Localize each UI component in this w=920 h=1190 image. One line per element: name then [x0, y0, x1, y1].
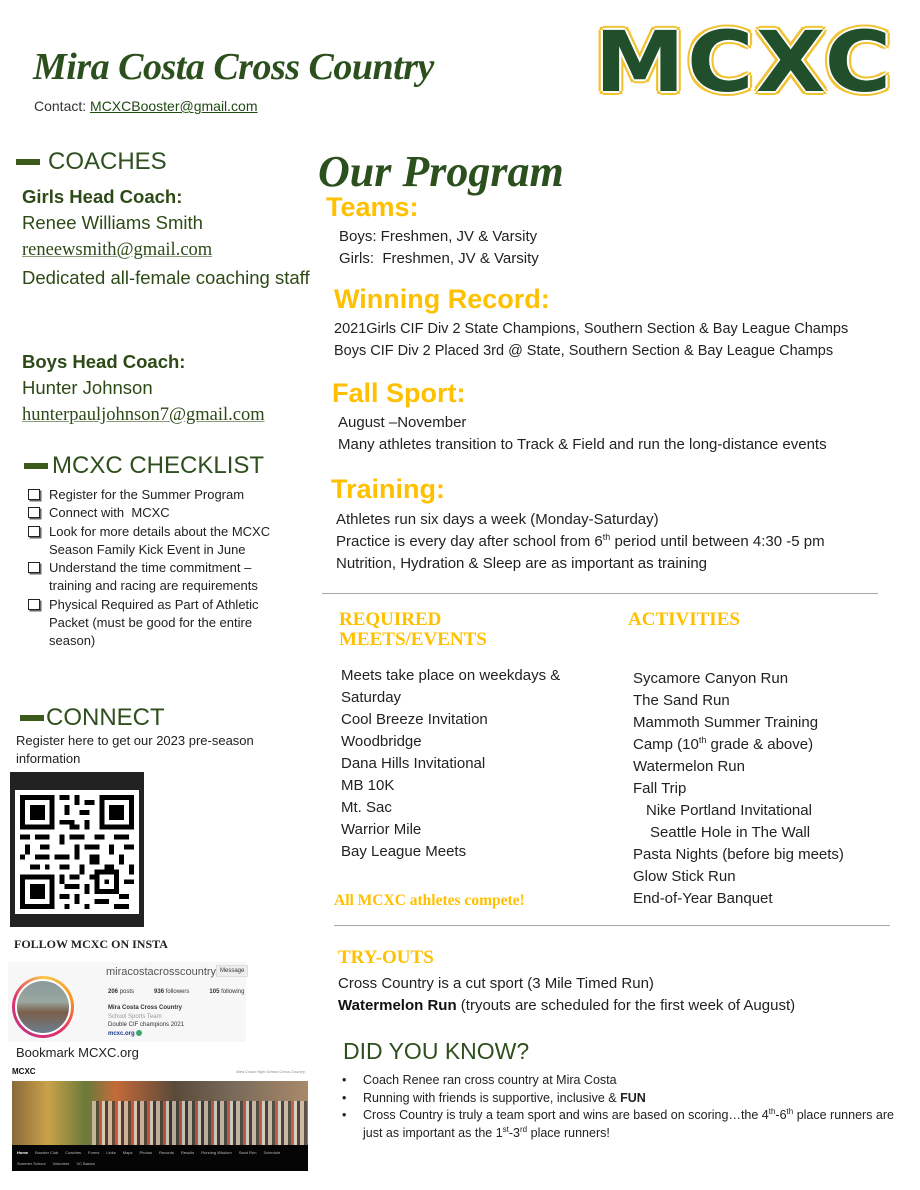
- record-heading: Winning Record:: [334, 284, 550, 314]
- teams-heading: Teams:: [326, 192, 419, 222]
- dash-icon: [16, 159, 40, 165]
- checkbox-icon[interactable]: [28, 489, 40, 500]
- fall-sport-line: Many athletes transition to Track & Field and run the long-distance events: [338, 436, 827, 453]
- list-item: Seattle Hole in The Wall: [650, 824, 811, 841]
- divider: [322, 593, 878, 594]
- page-title: Mira Costa Cross Country: [33, 46, 434, 88]
- boys-coach-email-link[interactable]: hunterpauljohnson7@gmail.com: [22, 405, 265, 425]
- list-item: Nike Portland Invitational: [646, 802, 812, 819]
- connect-heading: [20, 704, 165, 732]
- contact-email-link[interactable]: MCXCBooster@gmail.com: [90, 98, 258, 114]
- teams-body: [339, 226, 539, 270]
- bullet-icon: •: [342, 1108, 347, 1122]
- list-item: • Cross Country is truly a team sport and wins are based on scoring…the 4th-6th place runners are just as important as the 1st-3rd place runners!: [340, 1107, 900, 1142]
- website-nav-item[interactable]: Sand Run: [238, 1150, 257, 1155]
- list-item: Watermelon Run: [633, 758, 745, 775]
- website-nav-item[interactable]: Summer School: [17, 1161, 46, 1166]
- list-item: End-of-Year Banquet: [633, 890, 773, 907]
- bullet-icon: •: [342, 1090, 347, 1105]
- website-nav-item[interactable]: Booster Club: [35, 1150, 59, 1155]
- bullet-icon: •: [342, 1073, 347, 1087]
- checklist-item[interactable]: Look for more details about the MCXC Season Family Kick Event in June: [28, 523, 278, 560]
- list-item: Dana Hills Invitational: [341, 755, 486, 772]
- instagram-avatar: [12, 976, 74, 1038]
- verified-icon: [136, 1030, 142, 1036]
- connect-heading-text: CONNECT: [46, 704, 165, 731]
- list-item: Cool Breeze Invitation: [341, 711, 488, 728]
- qr-code-icon[interactable]: [10, 772, 144, 927]
- list-item: MB 10K: [341, 777, 395, 794]
- did-you-know-list: [340, 1072, 900, 1142]
- list-item: Bay League Meets: [341, 843, 467, 860]
- website-preview[interactable]: [10, 1063, 309, 1173]
- website-logo: MCXC: [12, 1067, 36, 1076]
- fall-sport-line: August –November: [338, 414, 467, 431]
- list-item: Sycamore Canyon Run: [633, 670, 789, 687]
- tryouts-body: [338, 973, 795, 1017]
- boys-coach-block: [22, 349, 322, 428]
- instagram-stats: [108, 989, 244, 995]
- record-body: [334, 318, 848, 362]
- dash-icon: [24, 463, 48, 469]
- checkbox-icon[interactable]: [28, 599, 40, 610]
- list-item: The Sand Run: [633, 692, 730, 709]
- instagram-bio: [108, 1004, 184, 1038]
- website-nav-item[interactable]: Records: [158, 1150, 174, 1155]
- did-you-know-heading: DID YOU KNOW?: [343, 1038, 530, 1064]
- girls-coach-block: [22, 184, 312, 292]
- compete-note: All MCXC athletes compete!: [334, 892, 525, 909]
- list-item: Warrior Mile: [341, 821, 422, 838]
- checklist-heading-text: MCXC CHECKLIST: [52, 452, 265, 479]
- checklist-heading: [24, 452, 264, 480]
- instagram-heading: FOLLOW MCXC ON INSTA: [14, 937, 168, 951]
- record-line: Boys CIF Div 2 Placed 3rd @ State, Southern Section & Bay League Champs: [334, 343, 834, 359]
- fall-sport-body: [338, 412, 827, 456]
- training-line: Nutrition, Hydration & Sleep are as important as training: [336, 555, 708, 572]
- website-nav-item[interactable]: Home: [17, 1150, 29, 1155]
- list-item: Glow Stick Run: [633, 868, 736, 885]
- required-meets-heading: REQUIRED MEETS/EVENTS: [339, 609, 487, 650]
- team-photo: [15, 979, 71, 1035]
- website-nav-item[interactable]: Links: [106, 1150, 116, 1155]
- instagram-username: miracostacrosscountry: [106, 966, 217, 978]
- website-nav-item[interactable]: Maps: [122, 1150, 133, 1155]
- website-nav: [12, 1145, 308, 1171]
- checklist: [28, 486, 278, 651]
- list-item: Camp (10th grade & above): [633, 735, 814, 753]
- list-item: Mt. Sac: [341, 799, 392, 816]
- girls-coach-note: Dedicated all-female coaching staff: [22, 267, 310, 288]
- checklist-item[interactable]: Connect with MCXC: [28, 504, 278, 522]
- girls-coach-email-link[interactable]: reneewsmith@gmail.com: [22, 240, 213, 260]
- girls-coach-name: Renee Williams Smith: [22, 212, 203, 233]
- checklist-item[interactable]: Understand the time commitment – training and racing are requirements: [28, 559, 278, 596]
- list-item: Meets take place on weekdays &: [341, 667, 561, 684]
- website-nav-item[interactable]: Results: [180, 1150, 195, 1155]
- website-nav-item[interactable]: Volunteer: [52, 1161, 70, 1166]
- activities-list: [633, 668, 844, 910]
- tryouts-line: Watermelon Run (tryouts are scheduled for the first week of August): [338, 997, 796, 1014]
- checklist-item[interactable]: Register for the Summer Program: [28, 486, 278, 504]
- checkbox-icon[interactable]: [28, 562, 40, 573]
- checkbox-icon[interactable]: [28, 526, 40, 537]
- coaches-heading: [16, 148, 167, 176]
- boys-coach-label: Boys Head Coach:: [22, 351, 186, 372]
- list-item: Woodbridge: [341, 733, 422, 750]
- list-item: Mammoth Summer Training: [633, 714, 819, 731]
- teams-line: Boys: Freshmen, JV & Varsity: [339, 228, 538, 245]
- website-nav-item[interactable]: Forms: [88, 1150, 100, 1155]
- program-title: Our Program: [318, 147, 564, 196]
- instagram-followers: 936 followers: [154, 989, 190, 995]
- website-nav-item[interactable]: Schedule: [263, 1150, 281, 1155]
- girls-coach-label: Girls Head Coach:: [22, 186, 183, 207]
- training-heading: Training:: [331, 474, 445, 504]
- list-item: Fall Trip: [633, 780, 687, 797]
- contact-line: [34, 98, 258, 114]
- instagram-profile-card[interactable]: [8, 962, 246, 1042]
- checkbox-icon[interactable]: [28, 507, 40, 518]
- teams-line: Girls: Freshmen, JV & Varsity: [339, 250, 539, 267]
- website-hero-photo: [12, 1081, 308, 1145]
- list-item: Saturday: [341, 689, 402, 706]
- instagram-following: 105 following: [209, 989, 245, 995]
- divider: [334, 925, 890, 926]
- mcxc-logo: [594, 13, 894, 111]
- bookmark-text: Bookmark MCXC.org: [16, 1045, 139, 1060]
- website-tagline: Mira Costa High School Cross Country: [236, 1069, 305, 1074]
- tryouts-heading: TRY-OUTS: [338, 947, 434, 968]
- instagram-link[interactable]: mcxc.org: [108, 1030, 135, 1037]
- record-line: 2021Girls CIF Div 2 State Champions, Southern Section & Bay League Champs: [334, 321, 849, 337]
- list-item: • Coach Renee ran cross country at Mira Costa: [340, 1072, 900, 1090]
- instagram-message-button[interactable]: Message: [216, 965, 248, 977]
- training-line: Athletes run six days a week (Monday-Saturday): [336, 511, 659, 528]
- instagram-posts: 206 posts: [108, 989, 135, 995]
- fall-sport-heading: Fall Sport:: [332, 378, 466, 408]
- connect-text: Register here to get our 2023 pre-season information: [16, 733, 254, 766]
- contact-label: Contact:: [34, 98, 87, 114]
- website-nav-item[interactable]: Running Wisdom: [201, 1150, 232, 1155]
- dash-icon: [20, 715, 44, 721]
- checklist-item[interactable]: Physical Required as Part of Athletic Packet (must be good for the entire season): [28, 596, 278, 651]
- list-item: • Running with friends is supportive, inclusive & FUN: [340, 1090, 900, 1108]
- coaches-heading-text: COACHES: [48, 148, 167, 175]
- website-nav-item[interactable]: Photos: [139, 1150, 152, 1155]
- logo-text: MCXC: [594, 13, 894, 111]
- training-line: Practice is every day after school from 6th period until between 4:30 -5 pm: [336, 532, 825, 550]
- training-body: [336, 509, 825, 575]
- website-nav-item[interactable]: Coaches: [65, 1150, 82, 1155]
- instagram-bio-text: Double CIF champions 2021: [108, 1022, 185, 1028]
- website-nav-item[interactable]: XC Basics: [76, 1161, 95, 1166]
- instagram-display-name: Mira Costa Cross Country: [108, 1005, 183, 1011]
- required-meets-list: [341, 665, 560, 863]
- instagram-category: School Sports Team: [108, 1013, 162, 1020]
- boys-coach-name: Hunter Johnson: [22, 377, 153, 398]
- tryouts-line: Cross Country is a cut sport (3 Mile Timed Run): [338, 975, 654, 992]
- activities-heading: ACTIVITIES: [628, 609, 740, 630]
- list-item: Pasta Nights (before big meets): [633, 846, 844, 863]
